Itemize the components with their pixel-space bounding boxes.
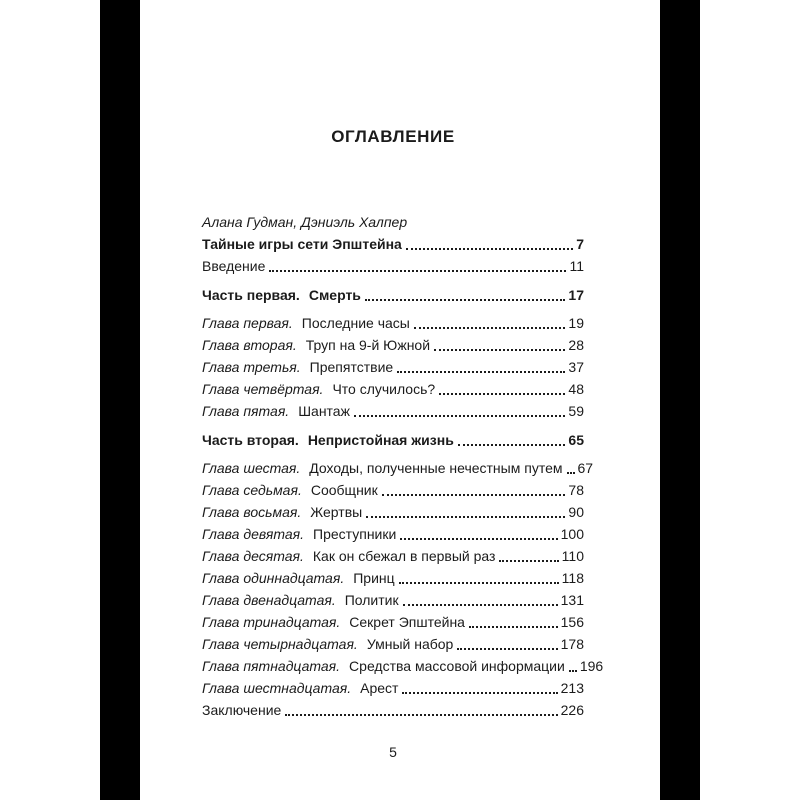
toc-entry-text: Преступники [313, 526, 397, 542]
toc-entry-text: Умный набор [366, 636, 454, 652]
toc-page-title: ОГЛАВЛЕНИЕ [331, 127, 455, 146]
dot-leader [414, 327, 566, 329]
toc-entry-prefix: Глава вторая. [202, 337, 297, 353]
toc-entry-prefix: Глава шестнадцатая. [202, 680, 352, 696]
toc-entry-page: 48 [568, 381, 584, 397]
dot-leader [285, 714, 557, 716]
toc-entry-prefix: Глава восьмая. [202, 504, 302, 520]
toc-entry-prefix: Глава первая. [202, 315, 293, 331]
toc-entry-page: 17 [568, 287, 584, 303]
toc-entry-text: Труп на 9-й Южной [305, 337, 431, 353]
toc-list [202, 211, 604, 721]
toc-entry-prefix: Часть вторая. [202, 432, 299, 448]
toc-entry-text: Введение [202, 258, 266, 274]
toc-entry-prefix: Глава седьмая. [202, 482, 302, 498]
dot-leader [399, 582, 559, 584]
dot-leader [406, 248, 573, 250]
toc-entry-page: 110 [561, 548, 584, 564]
dot-leader [499, 560, 558, 562]
dot-leader [397, 371, 565, 373]
toc-entry-page: 226 [560, 702, 584, 718]
toc-entry [202, 334, 584, 356]
dot-leader [354, 415, 565, 417]
toc-entry-prefix: Глава одиннадцатая. [202, 570, 345, 586]
toc-entry-text: Что случилось? [332, 381, 436, 397]
toc-entry-prefix: Глава двенадцатая. [202, 592, 336, 608]
toc-entry-page: 90 [568, 504, 584, 520]
toc-entry-text: Шантаж [298, 403, 350, 419]
toc-entry-page: 156 [560, 614, 584, 630]
toc-entry-prefix: Глава четырнадцатая. [202, 636, 358, 652]
toc-entry [202, 400, 584, 422]
toc-entry-prefix: Глава пятая. [202, 403, 290, 419]
toc-entry-page: 118 [561, 570, 584, 586]
toc-entry-page: 7 [576, 236, 584, 252]
toc-entry-text: Жертвы [310, 504, 363, 520]
toc-entry-text: Заключение [202, 702, 282, 718]
toc-entry-page: 19 [568, 315, 584, 331]
toc-entry-prefix: Глава шестая. [202, 460, 301, 476]
dot-leader [458, 444, 566, 446]
toc-entry-page: 78 [568, 482, 584, 498]
dot-leader [382, 494, 566, 496]
toc-entry-text: Принц [353, 570, 395, 586]
toc-entry-text: Смерть [308, 287, 361, 303]
toc-entry-text: Арест [360, 680, 399, 696]
toc-entry [202, 545, 584, 567]
toc-entry-page: 11 [569, 258, 584, 274]
dot-leader [469, 626, 558, 628]
toc-entry-prefix: Глава девятая. [202, 526, 305, 542]
toc-entry-prefix: Глава десятая. [202, 548, 304, 564]
toc-entry [202, 378, 584, 400]
toc-entry [202, 633, 584, 655]
dot-leader [400, 538, 557, 540]
toc-entry [202, 501, 584, 523]
toc-entry-page: 213 [560, 680, 584, 696]
toc-entry [202, 611, 584, 633]
toc-entry-text: Сообщник [310, 482, 378, 498]
toc-entry-text: Последние часы [301, 315, 410, 331]
dot-leader [269, 270, 566, 272]
dot-leader [434, 349, 565, 351]
toc-entry [202, 457, 594, 479]
toc-entry-page: 131 [560, 592, 584, 608]
toc-entry-page: 67 [577, 460, 594, 476]
toc-entry-prefix: Глава тринадцатая. [202, 614, 341, 630]
dot-leader [439, 393, 565, 395]
toc-entry [202, 233, 584, 255]
toc-entry [202, 589, 584, 611]
toc-entry-text: Непристойная жизнь [307, 432, 454, 448]
toc-entry-prefix: Глава пятнадцатая. [202, 658, 341, 674]
dot-leader [569, 670, 577, 672]
toc-entry [202, 567, 584, 589]
toc-entry-text: Тайные игры сети Эпштейна [202, 236, 402, 252]
scan-edge-bar-right [660, 0, 700, 800]
toc-entry [202, 699, 584, 721]
toc-entry-text: Препятствие [309, 359, 394, 375]
toc-entry [202, 655, 604, 677]
toc-entry-prefix: Глава третья. [202, 359, 301, 375]
dot-leader [567, 472, 575, 474]
toc-entry-text: Средства массовой информации [349, 658, 565, 674]
toc-entry-prefix: Часть первая. [202, 287, 300, 303]
dot-leader [457, 648, 557, 650]
page-number: 5 [389, 744, 397, 760]
toc-entry-text: Секрет Эпштейна [349, 614, 465, 630]
toc-entry-text: Как он сбежал в первый раз [312, 548, 496, 564]
toc-entry-text: Алана Гудман, Дэниэль Халпер [202, 214, 408, 230]
dot-leader [403, 604, 558, 606]
toc-entry-text: Политик [344, 592, 399, 608]
toc-entry [202, 677, 584, 699]
toc-entry [202, 429, 584, 451]
toc-entry-page: 37 [568, 359, 584, 375]
toc-entry [202, 255, 584, 277]
toc-entry-page: 28 [568, 337, 584, 353]
toc-entry [202, 211, 584, 233]
toc-entry-page: 100 [560, 526, 584, 542]
toc-entry-page: 59 [568, 403, 584, 419]
dot-leader [366, 516, 565, 518]
toc-entry-page: 196 [579, 658, 604, 674]
toc-entry [202, 312, 584, 334]
scan-edge-bar-left [100, 0, 140, 800]
toc-entry-page: 65 [568, 432, 584, 448]
toc-entry [202, 523, 584, 545]
toc-entry-text: Доходы, полученные нечестным путем [309, 460, 563, 476]
dot-leader [402, 692, 557, 694]
toc-entry [202, 284, 584, 306]
toc-entry [202, 356, 584, 378]
dot-leader [365, 299, 566, 301]
toc-entry [202, 479, 584, 501]
toc-entry-prefix: Глава четвёртая. [202, 381, 324, 397]
toc-entry-page: 178 [560, 636, 584, 652]
